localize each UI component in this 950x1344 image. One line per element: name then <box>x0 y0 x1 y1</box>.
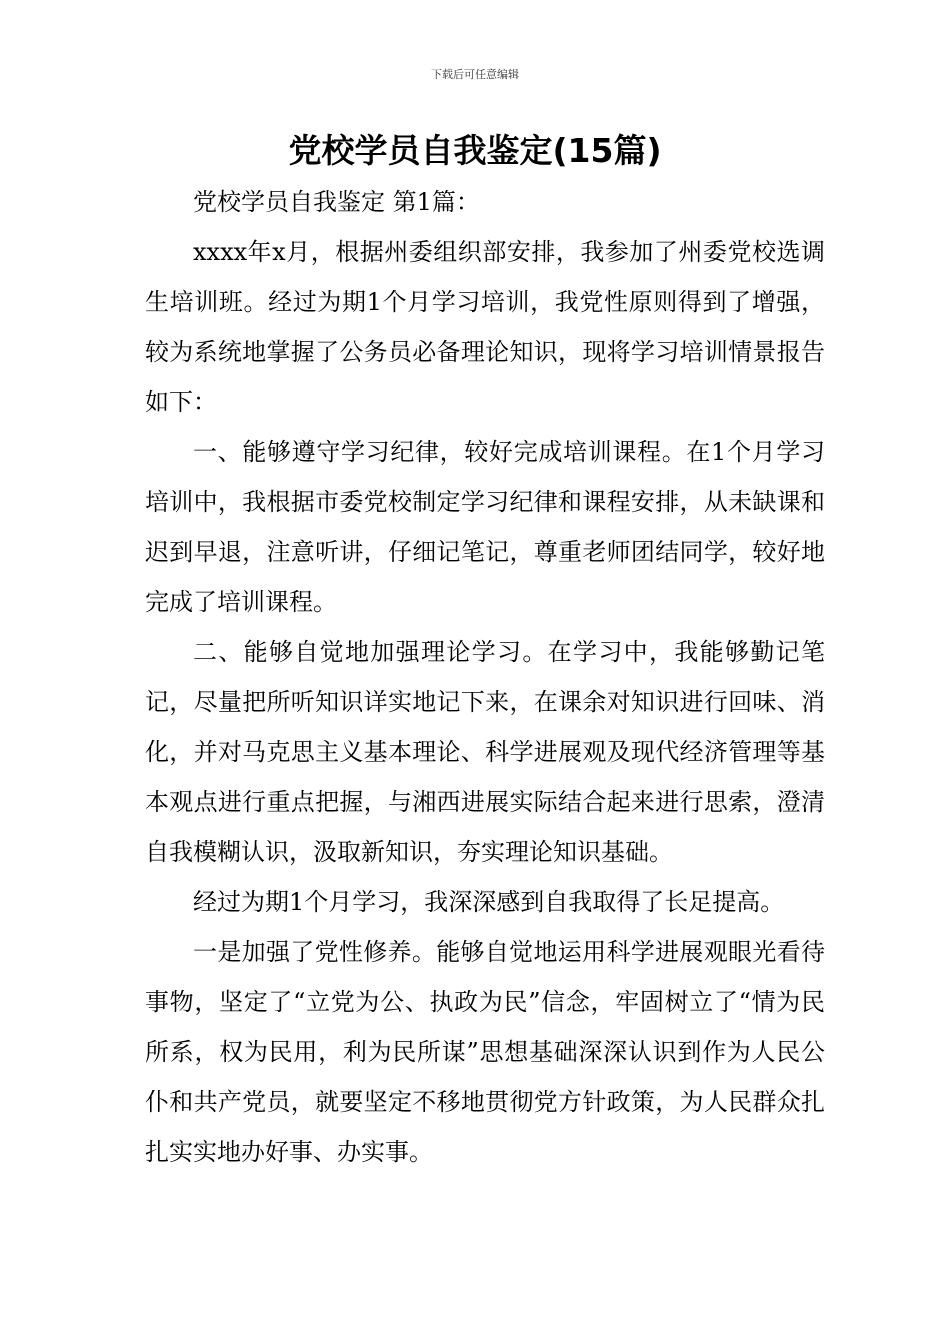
paragraph-intro: xxxx年x月，根据州委组织部安排，我参加了州委党校选调生培训班。经过为期1个月学习培训，我党性原则得到了增强，较为系统地掌握了公务员必备理论知识，现将学习培训情景报告如下： <box>145 238 825 416</box>
page-header-note: 下载后可任意编辑 <box>431 68 519 81</box>
paragraph-gain-one: 一是加强了党性修养。能够自觉地运用科学进展观眼光看待事物，坚定了“立党为公、执政为民”信念，牢固树立了“情为民所系，权为民用，利为民所谋”思想基础深深认识到作为人民公仆和共产党员，就要坚定不移地贯彻党方针政策，为人民群众扎扎实实地办好事、办实事。 <box>145 938 825 1166</box>
paragraph-summary: 经过为期1个月学习，我深深感到自我取得了长足提高。 <box>193 888 785 916</box>
paragraph-point-two: 二、能够自觉地加强理论学习。在学习中，我能够勤记笔记，尽量把所听知识详实地记下来，在课余对知识进行回味、消化，并对马克思主义基本理论、科学进展观及现代经济管理等基本观点进行重点把握，与湘西进展实际结合起来进行思索，澄清自我模糊认识，汲取新知识，夯实理论知识基础。 <box>145 638 825 866</box>
document-body <box>145 177 825 1177</box>
section-heading: 党校学员自我鉴定 第1篇： <box>193 188 480 216</box>
paragraph-point-one: 一、能够遵守学习纪律，较好完成培训课程。在1个月学习培训中，我根据市委党校制定学习纪律和课程安排，从未缺课和迟到早退，注意听讲，仔细记笔记，尊重老师团结同学，较好地完成了培训课程。 <box>145 438 825 616</box>
document-title: 党校学员自我鉴定(15篇) <box>288 131 662 170</box>
